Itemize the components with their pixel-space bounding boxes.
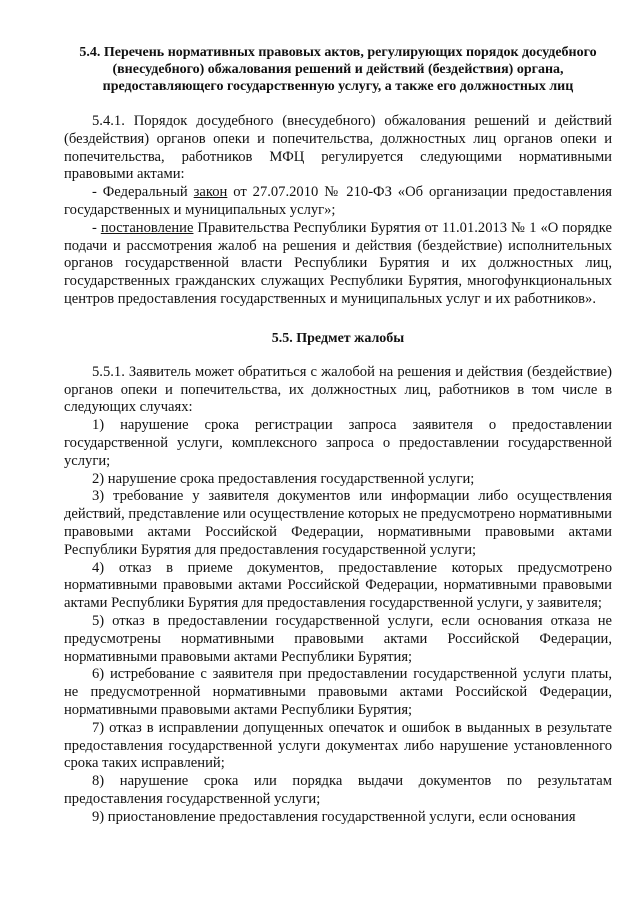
section-5-5-heading: 5.5. Предмет жалобы bbox=[271, 330, 405, 346]
list-item-4: 4) отказ в приеме документов, предоставление которых предусмотрено нормативными правовыми актами Российской Федерации, нормативными правовыми актами Республики Бурятия для предоставления государственной услуги, у заявителя; bbox=[64, 559, 612, 612]
paragraph-federal-law bbox=[64, 184, 612, 220]
section-5-4-body bbox=[64, 113, 612, 309]
document-page bbox=[64, 44, 612, 826]
list-item-7: 7) отказ в исправлении допущенных опечаток и ошибок в выданных в результате предоставления государственной услуги документах либо нарушение установленного срока таких исправлений; bbox=[64, 719, 612, 772]
federal-law-prefix: - Федеральный bbox=[92, 184, 194, 201]
paragraph-resolution bbox=[64, 220, 612, 309]
resolution-text: Правительства Республики Бурятия от 11.01.2013 № 1 «О порядке подачи и рассмотрения жалоб на решения и действия (бездействие) исполнительных органов государственной власти Республики Бурятия и их должностных лиц, государственных гражданских служащих Республики Бурятия, многофункциональных центров предоставления государственных и муниципальных услуг и их работников». bbox=[64, 219, 612, 307]
list-item-8: 8) нарушение срока или порядка выдачи документов по результатам предоставления государственной услуги; bbox=[64, 773, 612, 807]
paragraph-5-5-1: 5.5.1. Заявитель может обратиться с жалобой на решения и действия (бездействие) органов опеки и попечительства, их должностных лиц, работников в том числе в следующих случаях: bbox=[64, 363, 612, 416]
section-5-5-body bbox=[64, 364, 612, 827]
list-item-5: 5) отказ в предоставлении государственной услуги, если основания отказа не предусмотрены нормативными правовыми актами Российской Федерации, нормативными правовыми актами Республики Бурятия; bbox=[64, 612, 612, 665]
federal-law-link[interactable]: закон bbox=[193, 184, 228, 201]
section-5-4-heading: 5.4. Перечень нормативных правовых актов, регулирующих порядок досудебного (внесудебного) обжалования решений и действий (бездействия) органа, предоставляющего государственную услугу, а также его должностных лиц bbox=[79, 45, 597, 94]
federal-law-text: от 27.07.2010 № 210-ФЗ «Об организации предоставления государственных и муниципальных услуг»; bbox=[64, 184, 612, 218]
resolution-prefix: - bbox=[92, 219, 101, 236]
paragraph-5-4-1: 5.4.1. Порядок досудебного (внесудебного) обжалования решений и действий (бездействия) органов опеки и попечительства, должностных лиц органов опеки и попечительства, работников МФЦ регулируется следующими нормативными правовыми актами: bbox=[64, 113, 612, 183]
list-item-1: 1) нарушение срока регистрации запроса заявителя о предоставлении государственной услуги, комплексного запроса о предоставлении государственной услуги; bbox=[64, 417, 612, 469]
list-item-6: 6) истребование с заявителя при предоставлении государственной услуги платы, не предусмотренной нормативными правовыми актами Российской Федерации, нормативными правовыми актами Республики Бурятия; bbox=[64, 666, 612, 718]
resolution-link[interactable]: постановление bbox=[100, 219, 194, 236]
list-item-2: 2) нарушение срока предоставления государственной услуги; bbox=[92, 470, 475, 487]
list-item-9: 9) приостановление предоставления государственной услуги, если основания bbox=[92, 808, 576, 825]
list-item-3: 3) требование у заявителя документов или информации либо осуществления действий, представление или осуществление которых не предусмотрено нормативными правовыми актами Российской Федерации, нормативными правовыми актами Республики Бурятия для предоставления государственной услуги; bbox=[64, 488, 612, 558]
